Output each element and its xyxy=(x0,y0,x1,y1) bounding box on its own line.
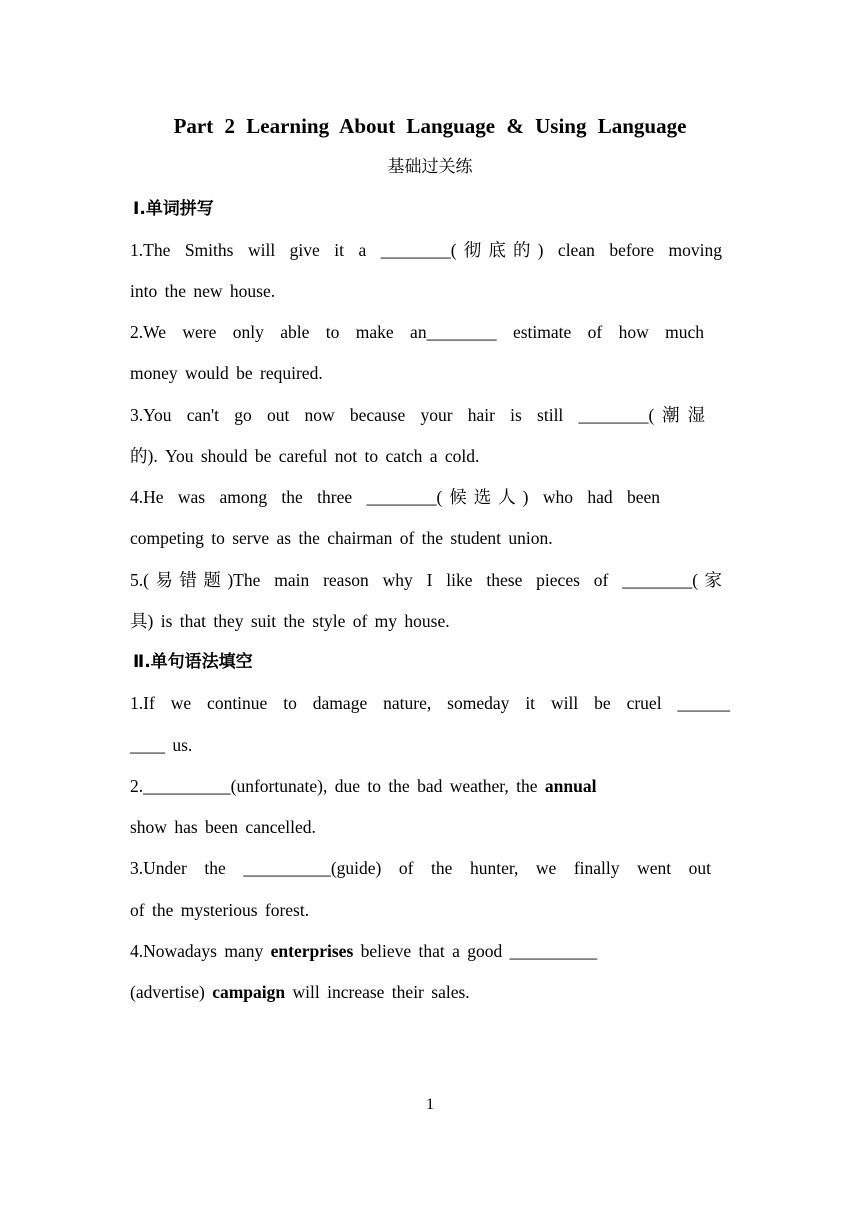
grammar-q2-bold-word: annual xyxy=(544,776,597,796)
spelling-q2-line2: money would be required. xyxy=(130,363,323,383)
document-subtitle: 基础过关练 xyxy=(387,157,473,177)
spelling-q3-line1: 3.You can't go out now because your hair is still ________(潮湿 xyxy=(130,405,705,425)
section-heading-grammar: Ⅱ.单句语法填空 xyxy=(133,652,253,672)
spelling-q4-line2: competing to serve as the chairman of the student union. xyxy=(130,528,553,548)
spelling-q1-line2: into the new house. xyxy=(130,281,276,301)
grammar-q3-line1: 3.Under the __________(guide) of the hunter, we finally went out xyxy=(130,858,711,878)
grammar-q4-line2 xyxy=(130,979,470,1005)
spelling-q2-line1: 2.We were only able to make an________ estimate of how much xyxy=(130,322,704,342)
grammar-q4-bold-word-2: campaign xyxy=(212,982,286,1002)
grammar-q4-text-d: will increase their sales. xyxy=(285,982,470,1002)
spelling-q4-line1: 4.He was among the three ________(候选人) who had been xyxy=(130,487,660,507)
spelling-q3-line2: 的). You should be careful not to catch a cold. xyxy=(130,446,480,466)
grammar-q2-text: 2.__________(unfortunate), due to the bad weather, the xyxy=(130,776,545,796)
spelling-q5-line2: 具) is that they suit the style of my house. xyxy=(130,611,450,631)
grammar-q4-line1 xyxy=(130,938,597,964)
document-title: Part 2 Learning About Language & Using Language xyxy=(173,114,687,138)
grammar-q4-text-a: 4.Nowadays many xyxy=(130,941,271,961)
grammar-q4-text-b: believe that a good __________ xyxy=(353,941,598,961)
grammar-q4-text-c: (advertise) xyxy=(130,982,213,1002)
spelling-q5-line1: 5.(易错题)The main reason why I like these pieces of ________(家 xyxy=(130,570,722,590)
grammar-q4-bold-word-1: enterprises xyxy=(270,941,354,961)
grammar-q1-line1: 1.If we continue to damage nature, someday it will be cruel ______ xyxy=(130,693,730,713)
grammar-q2-line1 xyxy=(130,773,596,799)
spelling-q1-line1: 1.The Smiths will give it a ________(彻底的) clean before moving xyxy=(130,240,722,260)
page-number: 1 xyxy=(426,1096,434,1113)
grammar-q2-line2: show has been cancelled. xyxy=(130,817,316,837)
grammar-q3-line2: of the mysterious forest. xyxy=(130,900,310,920)
grammar-q1-line2: ____ us. xyxy=(130,735,193,755)
section-heading-spelling: Ⅰ.单词拼写 xyxy=(133,199,214,219)
